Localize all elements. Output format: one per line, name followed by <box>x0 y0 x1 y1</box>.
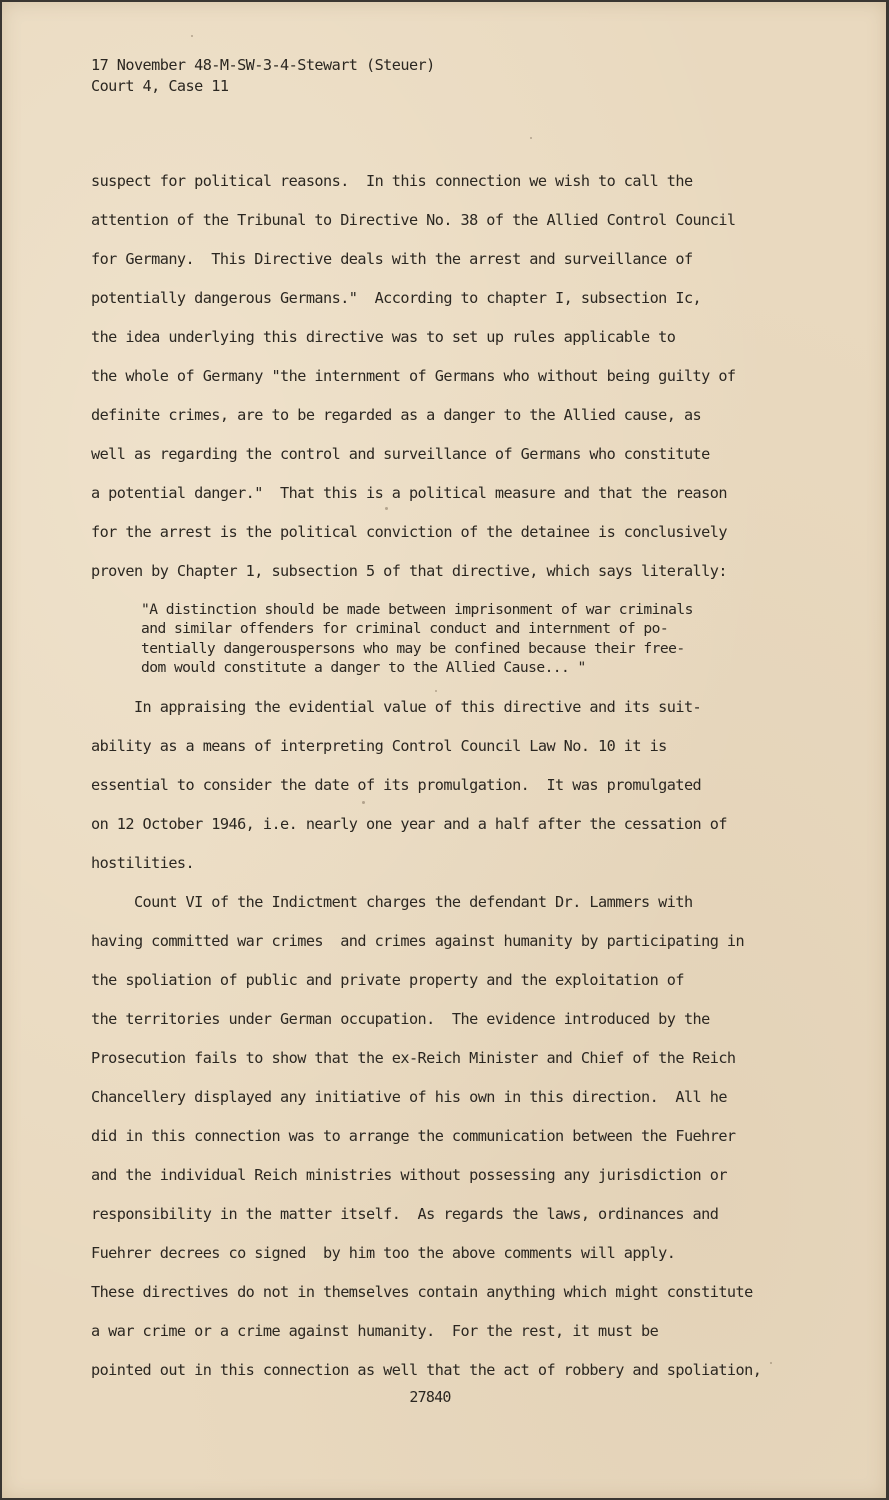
text-line: Chancellery displayed any initiative of his own in this direction. All he <box>91 1088 727 1106</box>
text-line: attention of the Tribunal to Directive No. 38 of the Allied Control Council <box>91 211 736 229</box>
text-line: for the arrest is the political conviction of the detainee is conclusively <box>91 523 727 541</box>
text-line: responsibility in the matter itself. As regards the laws, ordinances and <box>91 1205 719 1223</box>
text-line: suspect for political reasons. In this connection we wish to call the <box>91 172 693 190</box>
text-line: These directives do not in themselves contain anything which might constitute <box>91 1283 753 1301</box>
text-line: Fuehrer decrees co signed by him too the above comments will apply. <box>91 1244 676 1262</box>
quote-line: dom would constitute a danger to the Allied Cause... " <box>141 659 586 676</box>
document-header-court: Court 4, Case 11 <box>91 77 229 95</box>
paper-speck <box>530 137 532 139</box>
text-line: potentially dangerous Germans." According to chapter I, subsection Ic, <box>91 289 702 307</box>
text-line: the whole of Germany "the internment of Germans who without being guilty of <box>91 367 736 385</box>
text-line: Prosecution fails to show that the ex-Reich Minister and Chief of the Reich <box>91 1049 736 1067</box>
text-line: definite crimes, are to be regarded as a danger to the Allied cause, as <box>91 406 702 424</box>
document-header-reference: 17 November 48-M-SW-3-4-Stewart (Steuer) <box>91 56 435 74</box>
page-number: 27840 <box>409 1388 451 1406</box>
quote-line: and similar offenders for criminal conduct and internment of po- <box>141 620 669 637</box>
text-line: having committed war crimes and crimes against humanity by participating in <box>91 932 745 950</box>
text-line: well as regarding the control and surveillance of Germans who constitute <box>91 445 710 463</box>
text-line: ability as a means of interpreting Control Council Law No. 10 it is <box>91 737 667 755</box>
text-line: Count VI of the Indictment charges the defendant Dr. Lammers with <box>91 893 693 911</box>
text-line: hostilities. <box>91 854 195 872</box>
paper-speck <box>435 690 437 692</box>
quote-line: "A distinction should be made between imprisonment of war criminals <box>141 601 693 618</box>
text-line: a potential danger." That this is a political measure and that the reason <box>91 484 727 502</box>
paper-speck <box>770 1362 772 1364</box>
text-line: for Germany. This Directive deals with the arrest and surveillance of <box>91 250 693 268</box>
text-line: on 12 October 1946, i.e. nearly one year and a half after the cessation of <box>91 815 727 833</box>
text-line: and the individual Reich ministries without possessing any jurisdiction or <box>91 1166 727 1184</box>
paper-speck <box>385 507 388 510</box>
text-line: essential to consider the date of its promulgation. It was promulgated <box>91 776 702 794</box>
document-page <box>2 2 886 1498</box>
text-line: the territories under German occupation. The evidence introduced by the <box>91 1010 710 1028</box>
text-line: proven by Chapter 1, subsection 5 of that directive, which says literally: <box>91 562 727 580</box>
text-line: the spoliation of public and private property and the exploitation of <box>91 971 684 989</box>
paper-speck <box>191 35 193 37</box>
text-line: In appraising the evidential value of this directive and its suit- <box>91 698 702 716</box>
quote-line: tentially dangerouspersons who may be confined because their free- <box>141 640 685 657</box>
text-line: the idea underlying this directive was to set up rules applicable to <box>91 328 676 346</box>
text-line: did in this connection was to arrange the communication between the Fuehrer <box>91 1127 736 1145</box>
text-line: a war crime or a crime against humanity. For the rest, it must be <box>91 1322 659 1340</box>
text-line: pointed out in this connection as well that the act of robbery and spoliation, <box>91 1361 762 1379</box>
paper-speck <box>362 801 365 804</box>
